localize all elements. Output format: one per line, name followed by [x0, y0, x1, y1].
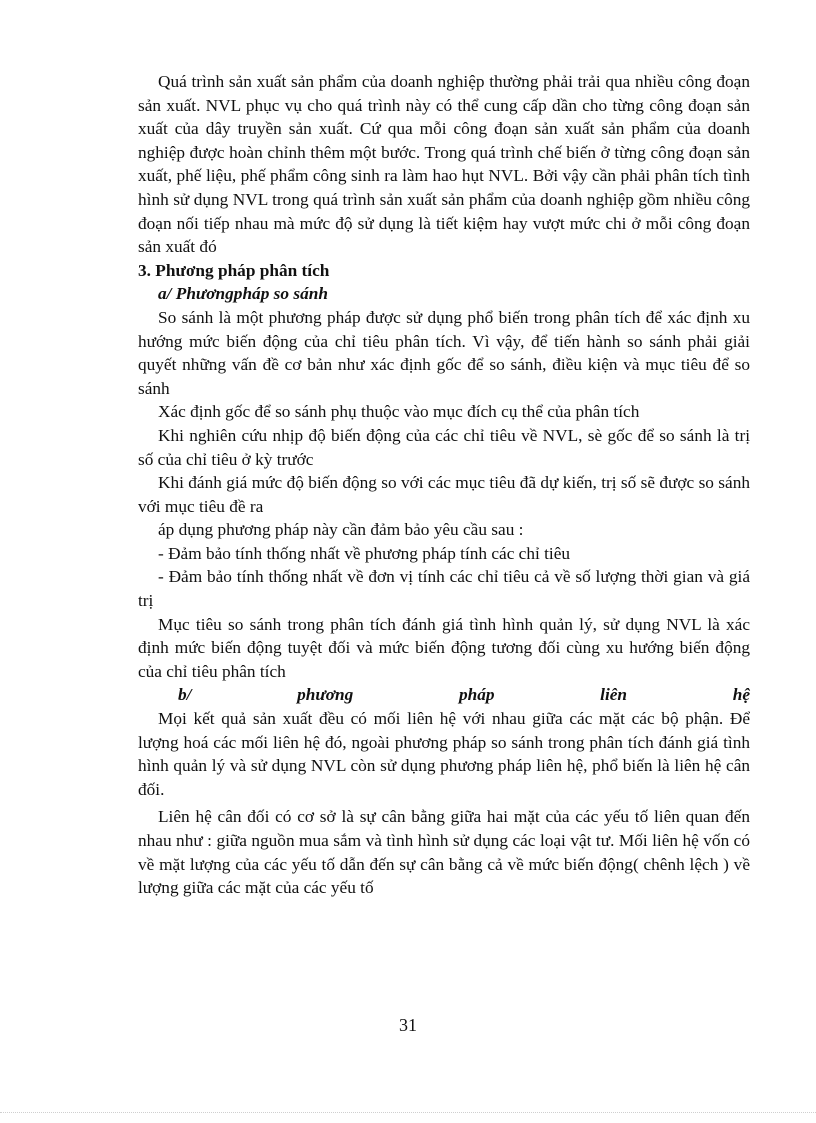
bullet-method-consistency: - Đảm bảo tính thống nhất về phương pháp tính các chỉ tiêu — [158, 543, 571, 563]
section-heading-analysis-methods: 3. Phương pháp phân tích — [138, 260, 330, 280]
heading-word: pháp — [458, 685, 495, 705]
paragraph-requirements: áp dụng phương pháp này cần đảm bảo yêu cầu sau : — [158, 520, 524, 540]
heading-word: phương — [297, 685, 354, 705]
paragraph-balance-relation: Liên hệ cân đối có cơ sở là sự cân bằng giữa hai mặt của các yếu tố liên quan đến nhau như : giữa nguồn mua sắm và tình hình sử dụng các loại vật tư. Mối liên hệ vốn có về mặt lượng của các yếu tố dẫn đến sự cân bằng cả về mức biến động( chênh lệch ) về lượng giữa các mặt của các yếu tố — [138, 807, 750, 898]
subheading-comparison-method: a/ Phươngpháp so sánh — [158, 284, 328, 304]
heading-word: b/ — [178, 685, 192, 705]
paragraph-production-stages: Quá trình sản xuất sản phẩm của doanh nghiệp thường phải trải qua nhiều công đoạn sản xuất. NVL phục vụ cho quá trình này có thể cung cấp dần cho từng công đoạn sản xuất của dây truyền sản xuất. Cứ qua mỗi công đoạn sản xuất sản phẩm của doanh nghiệp được hoàn chỉnh thêm một bước. Trong quá trình chế biến ở từng công đoạn sản xuất, phế liệu, phế phẩm công sinh ra làm hao hụt NVL. Bởi vậy cần phải phân tích tình hình sử dụng NVL trong quá trình sản xuất sản phẩm của doanh nghiệp gồm nhiều công đoạn nối tiếp nhau mà mức độ sử dụng là tiết kiệm hay vượt mức chi ở mỗi công đoạn sản xuất đó — [138, 72, 750, 257]
footer-divider — [0, 1112, 816, 1113]
paragraph-comparison-intro: So sánh là một phương pháp được sử dụng phổ biến trong phân tích để xác định xu hướng mức biến động của chỉ tiêu phân tích. Vì vậy, để tiến hành so sánh phải giải quyết những vấn đề cơ bản như xác định gốc để so sánh, điều kiện và mục tiêu để so sánh — [138, 307, 750, 398]
paragraph-comparison-goal: Mục tiêu so sánh trong phân tích đánh giá tình hình quản lý, sử dụng NVL là xác định mức biến động tuyệt đối và mức biến động tương đối cùng xu hướng biến động của chỉ tiêu phân tích — [138, 614, 750, 681]
paragraph-rate-study: Khi nghiên cứu nhịp độ biến động của các chỉ tiêu về NVL, sè gốc để so sánh là trị số của chỉ tiêu ở kỳ trước — [138, 425, 750, 469]
paragraph-production-relations: Mọi kết quả sản xuất đều có mối liên hệ với nhau giữa các mặt các bộ phận. Để lượng hoá các mối liên hệ đó, ngoài phương pháp so sánh trong phân tích đánh giá tình hình quản lý và sử dụng NVL còn sử dụng phương pháp liên hệ, phổ biến là liên hệ cân đối. — [138, 709, 750, 799]
heading-word: hệ — [732, 685, 750, 705]
paragraph-base-determination: Xác định gốc để so sánh phụ thuộc vào mục đích cụ thể của phân tích — [158, 402, 640, 422]
bullet-unit-consistency: - Đảm bảo tính thống nhất về đơn vị tính các chỉ tiêu cả về số lượng thời gian và giá trị — [138, 567, 750, 611]
document-body — [138, 70, 750, 900]
paragraph-target-evaluation: Khi đánh giá mức độ biến động so với các mục tiêu đã dự kiến, trị số sẽ được so sánh với mục tiêu đề ra — [138, 473, 750, 516]
heading-word: liên — [600, 685, 628, 705]
subheading-relation-method — [138, 683, 750, 707]
page-number: 31 — [399, 1015, 417, 1035]
